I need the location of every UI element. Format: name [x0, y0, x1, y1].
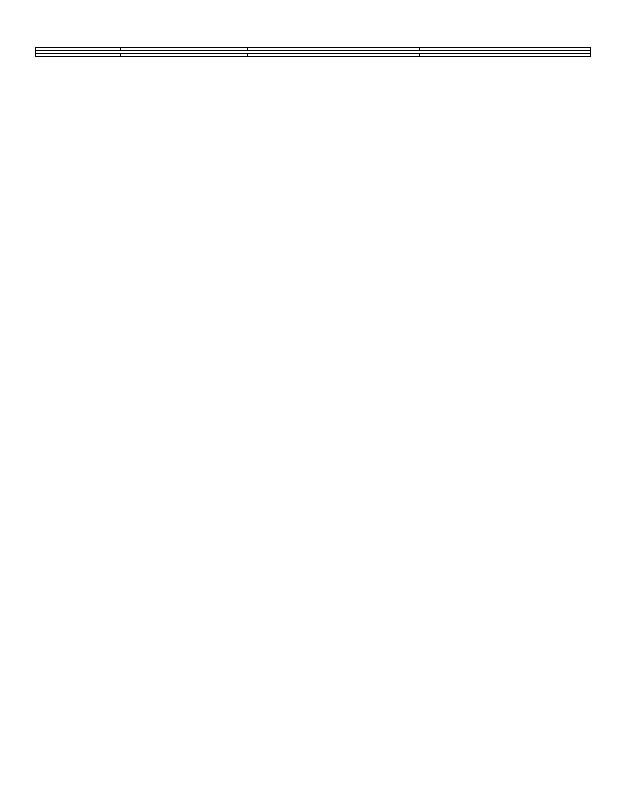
footer-row: [36, 54, 591, 57]
footer-situation: [420, 54, 591, 57]
policy-table: [35, 47, 591, 57]
footer-policy: [36, 54, 121, 57]
footer-description: [248, 54, 420, 57]
footer-title: [121, 54, 248, 57]
